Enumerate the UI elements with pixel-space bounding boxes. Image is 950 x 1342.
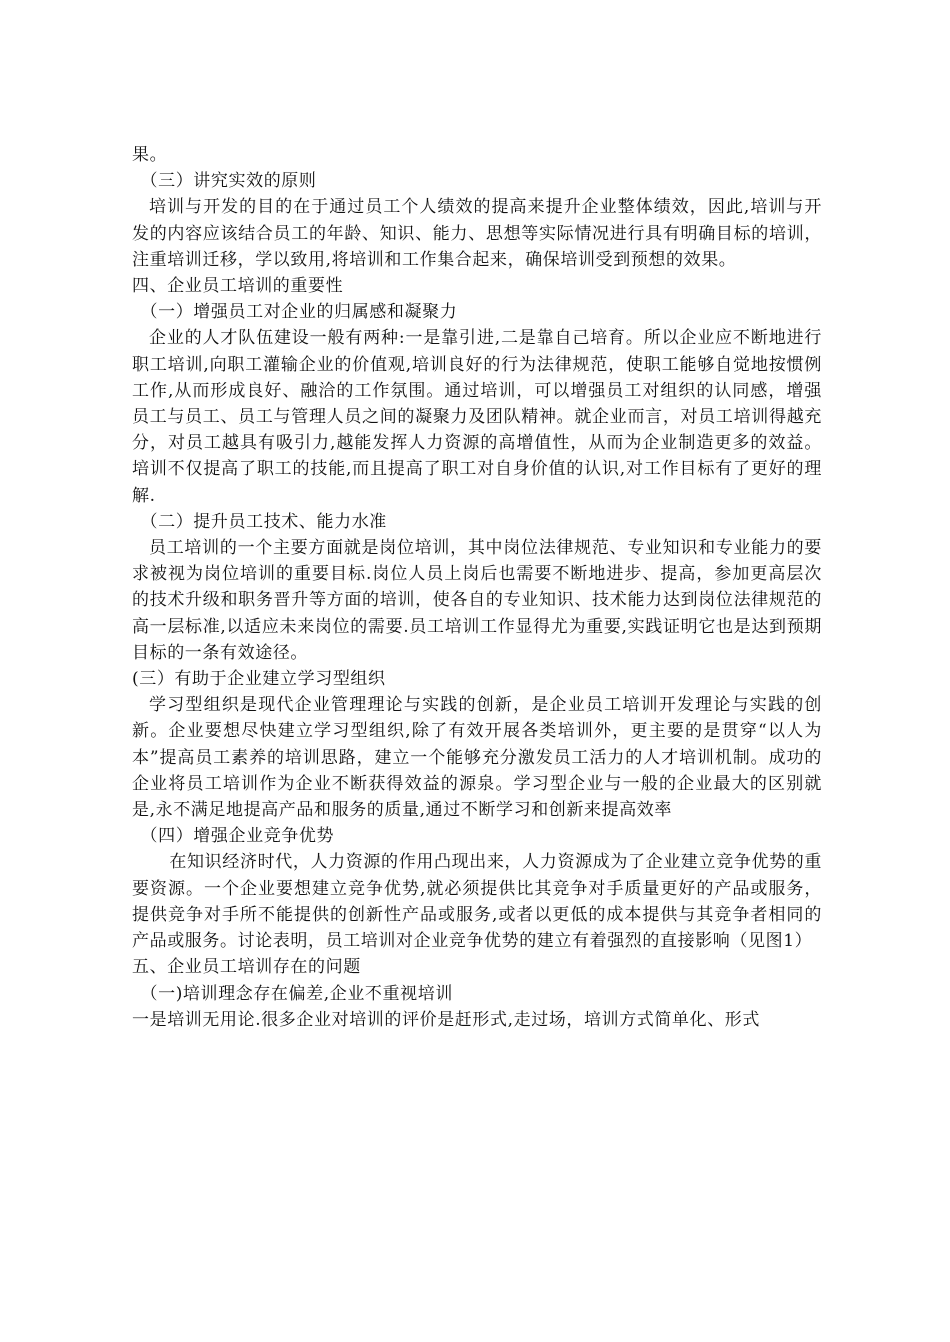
paragraph: 员工培训的一个主要方面就是岗位培训，其中岗位法律规范、专业知识和专业能力的要求被视为岗位培训的重要目标.岗位人员上岗后也需要不断地进步、提高，参加更高层次的技术升级和职务晋升等方面的培训，使各自的专业知识、技术能力达到岗位法律规范的高一层标准,以适应未来岗位的需要.员工培训工作显得尤为重要,实践证明它也是达到预期目标的一条有效途径。: [132, 538, 822, 663]
subsection-heading: （二）提升员工技术、能力水准: [140, 511, 387, 532]
paragraph: 在知识经济时代，人力资源的作用凸现出来，人力资源成为了企业建立竞争优势的重要资源。一个企业要想建立竞争优势,就必须提供比其竞争对手质量更好的产品或服务，提供竞争对手所不能提供的创新性产品或服务,或者以更低的成本提供与其竞争者相同的产品或服务。讨论表明，员工培训对企业竞争优势的建立有着强烈的直接影响（见图1）: [132, 852, 822, 952]
paragraph: 企业的人才队伍建设一般有两种:一是靠引进,二是靠自己培育。所以企业应不断地进行职工培训,向职工灌输企业的价值观,培训良好的行为法律规范，使职工能够自觉地按惯例工作,从而形成良好、融洽的工作氛围。通过培训，可以增强员工对组织的认同感，增强员工与员工、员工与管理人员之间的凝聚力及团队精神。就企业而言，对员工培训得越充分，对员工越具有吸引力,越能发挥人力资源的高增值性，从而为企业制造更多的效益。培训不仅提高了职工的技能,而且提高了职工对自身价值的认识,对工作目标有了更好的理解.: [132, 328, 822, 506]
paragraph: 培训与开发的目的在于通过员工个人绩效的提高来提升企业整体绩效，因此,培训与开发的内容应该结合员工的年龄、知识、能力、思想等实际情况进行具有明确目标的培训，注重培训迁移，学以致用,将培训和工作集合起来，确保培训受到预想的效果。: [132, 197, 822, 270]
section-heading: 四、企业员工培训的重要性: [132, 276, 344, 297]
subsection-heading: （一)培训理念存在偏差,企业不重视培训: [140, 983, 453, 1004]
subsection-heading: (三）有助于企业建立学习型组织: [132, 669, 386, 690]
paragraph: 一是培训无用论.很多企业对培训的评价是赶形式,走过场，培训方式简单化、形式: [132, 1009, 761, 1030]
paragraph: 学习型组织是现代企业管理理论与实践的创新，是企业员工培训开发理论与实践的创新。企业要想尽快建立学习型组织,除了有效开展各类培训外，更主要的是贯穿“以人为本”提高员工素养的培训思路，建立一个能够充分激发员工活力的人才培训机制。成功的企业将员工培训作为企业不断获得效益的源泉。学习型企业与一般的企业最大的区别就是,永不满足地提高产品和服务的质量,通过不断学习和创新来提高效率: [132, 695, 822, 821]
subsection-heading: （一）增强员工对企业的归属感和凝聚力: [140, 302, 458, 323]
section-heading: 五、企业员工培训存在的问题: [132, 957, 361, 978]
subsection-heading: （四）增强企业竞争优势: [140, 826, 335, 847]
paragraph: 果。: [132, 145, 168, 165]
subsection-heading: （三）讲究实效的原则: [140, 171, 317, 192]
